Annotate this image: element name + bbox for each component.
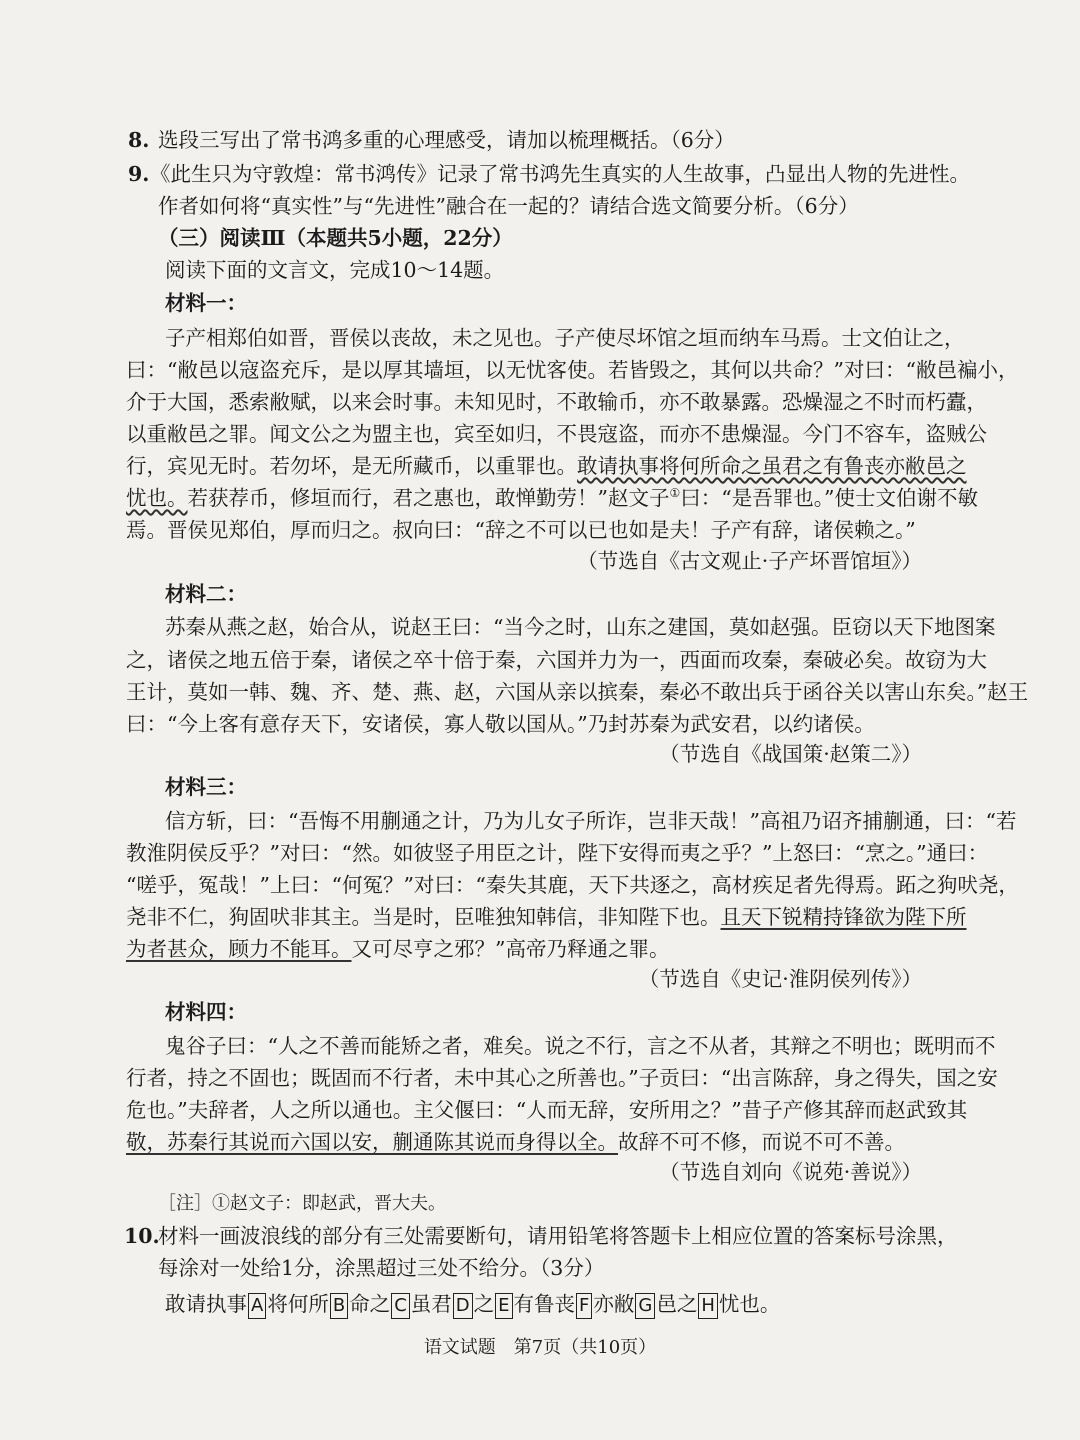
plain-text: 尧非不仁，狗固吠非其主。当是时，臣唯独知韩信，非知陛下也。 bbox=[126, 905, 721, 929]
question-number: 8. bbox=[128, 128, 150, 152]
option-box-a[interactable]: A bbox=[248, 1293, 266, 1319]
page-number: 语文试题 第7页（共10页） bbox=[423, 1337, 657, 1358]
line-text: 鬼谷子曰：“人之不善而能矫之者，难矣。说之不行，言之不从者，其辩之不明也；既明而不 bbox=[165, 1034, 996, 1058]
line-text: 苏秦从燕之赵，始合从，说赵王曰：“当今之时，山东之建国，莫如赵强。臣窃以天下地图案 bbox=[165, 615, 996, 639]
question-text: 每涂对一处给1分，涂黑超过三处不给分。（3分） bbox=[158, 1256, 605, 1280]
text-segment: 亦敝 bbox=[593, 1292, 635, 1316]
line-text bbox=[126, 452, 967, 480]
question-text: 作者如何将“真实性”与“先进性”融合在一起的？请结合选文简要分析。（6分） bbox=[158, 194, 859, 218]
line-text bbox=[126, 1128, 905, 1156]
line-text: 焉。晋侯见郑伯，厚而归之。叔向曰：“辞之不可以已也如是夫！子产有辞，诸侯赖之。” bbox=[126, 518, 916, 542]
option-box-b[interactable]: B bbox=[330, 1293, 348, 1319]
text-segment: 之 bbox=[473, 1292, 495, 1316]
line-text: 王计，莫如一韩、魏、齐、楚、燕、赵，六国从亲以摈秦，秦必不敢出兵于函谷关以害山东矣。”赵王 bbox=[126, 680, 1029, 704]
section-intro-text: 阅读下面的文言文，完成10～14题。 bbox=[165, 258, 505, 282]
line-text bbox=[126, 903, 967, 931]
plain-text: 行，宾见无时。若勿坏，是无所藏币，以重罪也。 bbox=[126, 454, 577, 478]
underlined-text: 为者甚众，顾力不能耳。 bbox=[126, 937, 352, 961]
source-citation: （节选自《战国策·赵策二》） bbox=[659, 742, 922, 766]
text-segment: 有鲁丧 bbox=[513, 1292, 576, 1316]
text-segment: 邑之 bbox=[656, 1292, 698, 1316]
option-box-h[interactable]: H bbox=[698, 1293, 718, 1319]
heading-text: 材料一： bbox=[165, 291, 247, 315]
option-box-g[interactable]: G bbox=[635, 1293, 655, 1319]
source-citation: （节选自刘向《说苑·善说》） bbox=[659, 1160, 922, 1184]
underlined-text: 且天下锐精持锋欲为陛下所 bbox=[720, 905, 967, 929]
option-box-e[interactable]: E bbox=[495, 1293, 512, 1319]
line-text: 以重敝邑之罪。闻文公之为盟主也，宾至如归，不畏寇盗，而亦不患燥湿。今门不容车，盗贼公 bbox=[126, 422, 987, 446]
footnote-marker: ① bbox=[669, 486, 681, 501]
line-text: 曰：“敝邑以寇盗充斥，是以厚其墙垣，以无忧客使。若皆毁之，其何以共命？”对曰：“敝邑褊小， bbox=[126, 358, 1019, 382]
heading-text: 材料二： bbox=[165, 582, 247, 606]
line-text: 子产相郑伯如晋，晋侯以丧故，未之见也。子产使尽坏馆之垣而纳车马焉。士文伯让之， bbox=[165, 326, 965, 350]
footnote-text: ［注］①赵文子：即赵武，晋大夫。 bbox=[158, 1193, 446, 1214]
option-sequence bbox=[165, 1290, 780, 1319]
plain-text: 若获荐币，修垣而行，君之惠也，敢惮勤劳！”赵文子 bbox=[187, 486, 670, 510]
line-text bbox=[126, 935, 669, 963]
page-footer bbox=[0, 1334, 1080, 1362]
text-segment: 敢请执事 bbox=[165, 1292, 247, 1316]
question-text: 《此生只为守敦煌：常书鸿传》记录了常书鸿先生真实的人生故事，凸显出人物的先进性。 bbox=[150, 162, 970, 186]
line-text: 行者，持之不固也；既固而不行者，未中其心之所善也。”子贡曰：“出言陈辞，身之得失，国之安 bbox=[126, 1066, 998, 1090]
text-segment: 命之 bbox=[349, 1292, 391, 1316]
option-box-d[interactable]: D bbox=[453, 1293, 473, 1319]
question-text: 选段三写出了常书鸿多重的心理感受，请加以梳理概括。（6分） bbox=[158, 128, 735, 152]
line-text: 之，诸侯之地五倍于秦，诸侯之卒十倍于秦，六国并力为一，西面而攻秦，秦破必矣。故窃为大 bbox=[126, 648, 987, 672]
underlined-text: 敬，苏秦行其说而六国以安，蒯通陈其说而身得以全。 bbox=[126, 1130, 618, 1154]
text-segment: 虽君 bbox=[410, 1292, 452, 1316]
question-text: 材料一画波浪线的部分有三处需要断句，请用铅笔将答题卡上相应位置的答案标号涂黑， bbox=[158, 1224, 958, 1248]
question-number: 10. bbox=[124, 1224, 160, 1248]
option-box-c[interactable]: C bbox=[391, 1293, 410, 1319]
line-text: 危也。”夫辞者，人之所以通也。主父偃曰：“人而无辞，安所用之？”昔子产修其辞而赵武致其 bbox=[126, 1098, 968, 1122]
line-text: 信方斩，曰：“吾悔不用蒯通之计，乃为儿女子所诈，岂非天哉！”高祖乃诏齐捕蒯通，曰：“若 bbox=[165, 809, 1017, 833]
text-segment: 忧也。 bbox=[718, 1292, 781, 1316]
wavy-underlined-text: 忧也。 bbox=[126, 486, 188, 510]
plain-text: 故辞不可不修，而说不可不善。 bbox=[618, 1130, 905, 1154]
heading-text: 材料三： bbox=[165, 775, 247, 799]
line-text bbox=[126, 484, 978, 512]
wavy-underlined-text: 敢请执事将何所命之虽君之有鲁丧亦敝邑之 bbox=[577, 454, 967, 478]
line-text: 教淮阴侯反乎？”对曰：“然。如彼竖子用臣之计，陛下安得而夷之乎？”上怒曰：“烹之。”通曰： bbox=[126, 841, 989, 865]
source-citation: （节选自《史记·淮阴侯列传》） bbox=[638, 967, 922, 991]
plain-text: 曰：“是吾罪也。”使士文伯谢不敏 bbox=[680, 486, 978, 510]
question-number: 9. bbox=[128, 162, 150, 186]
option-box-f[interactable]: F bbox=[576, 1293, 592, 1319]
heading-text: 材料四： bbox=[165, 1000, 247, 1024]
section-title-text: （三）阅读Ⅲ（本题共5小题，22分） bbox=[158, 226, 513, 250]
line-text: 介于大国，悉索敝赋，以来会时事。未知见时，不敢输币，亦不敢暴露。恐燥湿之不时而朽蠹， bbox=[126, 390, 987, 414]
line-text: 曰：“今上客有意存天下，安诸侯，寡人敬以国从。”乃封苏秦为武安君，以约诸侯。 bbox=[126, 712, 875, 736]
line-text: “嗟乎，冤哉！”上曰：“何冤？”对曰：“秦失其鹿，天下共逐之，高材疾足者先得焉。跖之狗吠尧， bbox=[126, 873, 1019, 897]
plain-text: 又可尽亨之邪？”高帝乃释通之罪。 bbox=[351, 937, 670, 961]
source-citation: （节选自《古文观止·子产坏晋馆垣》） bbox=[577, 549, 922, 573]
text-segment: 将何所 bbox=[267, 1292, 329, 1316]
